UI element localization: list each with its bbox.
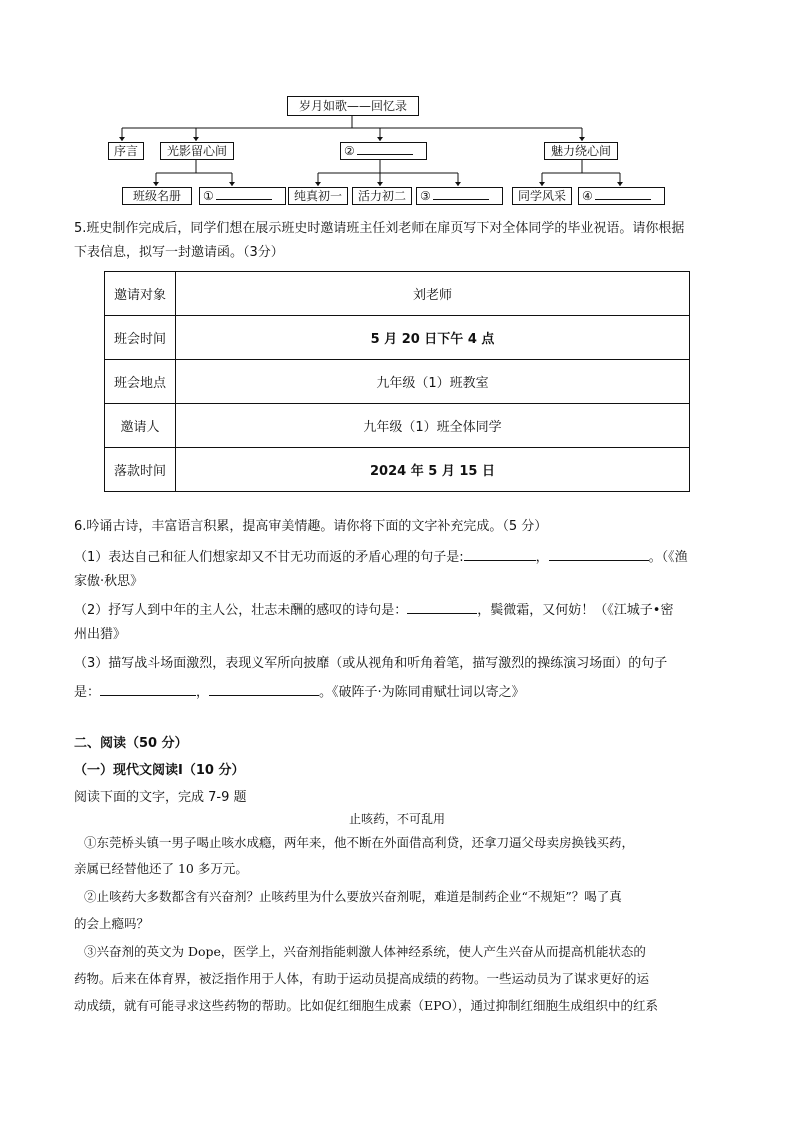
- q5-text-line2: 下表信息，拟写一封邀请函。（3分）: [74, 245, 284, 260]
- diagram-node-charm: 魅力绕心间: [544, 142, 618, 160]
- q6-item2-line2: 州出猎》: [74, 627, 127, 642]
- table-row: [105, 316, 690, 360]
- table-value: 九年级（1）班全体同学: [176, 404, 690, 448]
- diagram-node-light-shadow: 光影留心间: [160, 142, 234, 160]
- answer-blank: [100, 682, 196, 696]
- table-key: 邀请对象: [105, 272, 176, 316]
- article-title: 止咳药，不可乱用: [348, 812, 445, 826]
- article-line: ①东莞桥头镇一男子喝止咳水成瘾，两年来，他不断在外面借高利贷，还拿刀逼父母卖房换钱买药，: [84, 835, 635, 850]
- table-row: [105, 448, 690, 492]
- diagram-node-blank-3: ③: [416, 187, 503, 205]
- reading-instruction: 阅读下面的文字，完成 7-9 题: [74, 790, 247, 805]
- table-value: 5 月 20 日下午 4 点: [176, 316, 690, 360]
- table-key: 班会地点: [105, 360, 176, 404]
- subsection-heading: （一）现代文阅读Ⅰ（10 分）: [74, 763, 245, 778]
- q6-item3-line1: （3）描写战斗场面激烈，表现义军所向披靡（或从视角和听角着笔，描写激烈的操练演习场面）的句子: [74, 656, 668, 671]
- diagram-node-blank-4: ④: [578, 187, 665, 205]
- section-heading: 二、阅读（50 分）: [74, 736, 188, 751]
- diagram-node-blank-1: ①: [199, 187, 286, 205]
- answer-blank: [209, 682, 319, 696]
- q6-item1-line1: （1）表达自己和征人们想家却又不甘无功而返的矛盾心理的句子是: ， 。（《渔: [74, 547, 688, 567]
- article-line: 的会上瘾吗？: [74, 916, 150, 931]
- table-key: 班会时间: [105, 316, 176, 360]
- answer-blank: [464, 547, 536, 561]
- table-value: 2024 年 5 月 15 日: [176, 448, 690, 492]
- q6-item3-line2: 是： ， 。《破阵子·为陈同甫赋壮词以寄之》: [74, 682, 525, 702]
- table-row: [105, 404, 690, 448]
- diagram-node-grade7: 纯真初一: [288, 187, 348, 205]
- diagram-node-preface: 序言: [108, 142, 144, 160]
- q6-item1-line2: 家傲·秋思》: [74, 574, 144, 589]
- article-line: 药物。后来在体育界，被泛指作用于人体，有助于运动员提高成绩的药物。一些运动员为了谋求更好的运: [74, 971, 650, 986]
- q6-item2-line1: （2）抒写人到中年的主人公，壮志未酬的感叹的诗句是： ，鬓微霜，又何妨！（《江城子•密: [74, 600, 673, 620]
- diagram-root: 岁月如歌——回忆录: [287, 96, 419, 116]
- answer-blank: [549, 547, 649, 561]
- diagram-node-grade8: 活力初二: [352, 187, 412, 205]
- diagram-node-class-roster: 班级名册: [122, 187, 192, 205]
- answer-blank: [407, 600, 477, 614]
- article-line: 亲属已经替他还了 10 多万元。: [74, 861, 248, 876]
- diagram-node-classmates: 同学风采: [512, 187, 572, 205]
- table-row: [105, 272, 690, 316]
- q5-text-line1: 5.班史制作完成后，同学们想在展示班史时邀请班主任刘老师在扉页写下对全体同学的毕业祝语。请你根据: [74, 221, 685, 236]
- table-row: [105, 360, 690, 404]
- article-line: 动成绩，就有可能寻求这些药物的帮助。比如促红细胞生成素（EPO），通过抑制红细胞生成组织中的红系: [74, 998, 659, 1013]
- table-value: 九年级（1）班教室: [176, 360, 690, 404]
- article-line: ②止咳药大多数都含有兴奋剂？止咳药里为什么要放兴奋剂呢，难道是制药企业“不规矩”？喝了真: [84, 889, 622, 904]
- article-line: ③兴奋剂的英文为 Dope，医学上，兴奋剂指能刺激人体神经系统，使人产生兴奋从而提高机能状态的: [84, 944, 646, 959]
- table-key: 邀请人: [105, 404, 176, 448]
- diagram-node-blank-2: ②: [340, 142, 427, 160]
- table-key: 落款时间: [105, 448, 176, 492]
- invitation-table: [104, 271, 690, 492]
- table-value: 刘老师: [176, 272, 690, 316]
- q6-title: 6.吟诵古诗，丰富语言积累，提高审美情趣。请你将下面的文字补充完成。（5 分）: [74, 519, 548, 534]
